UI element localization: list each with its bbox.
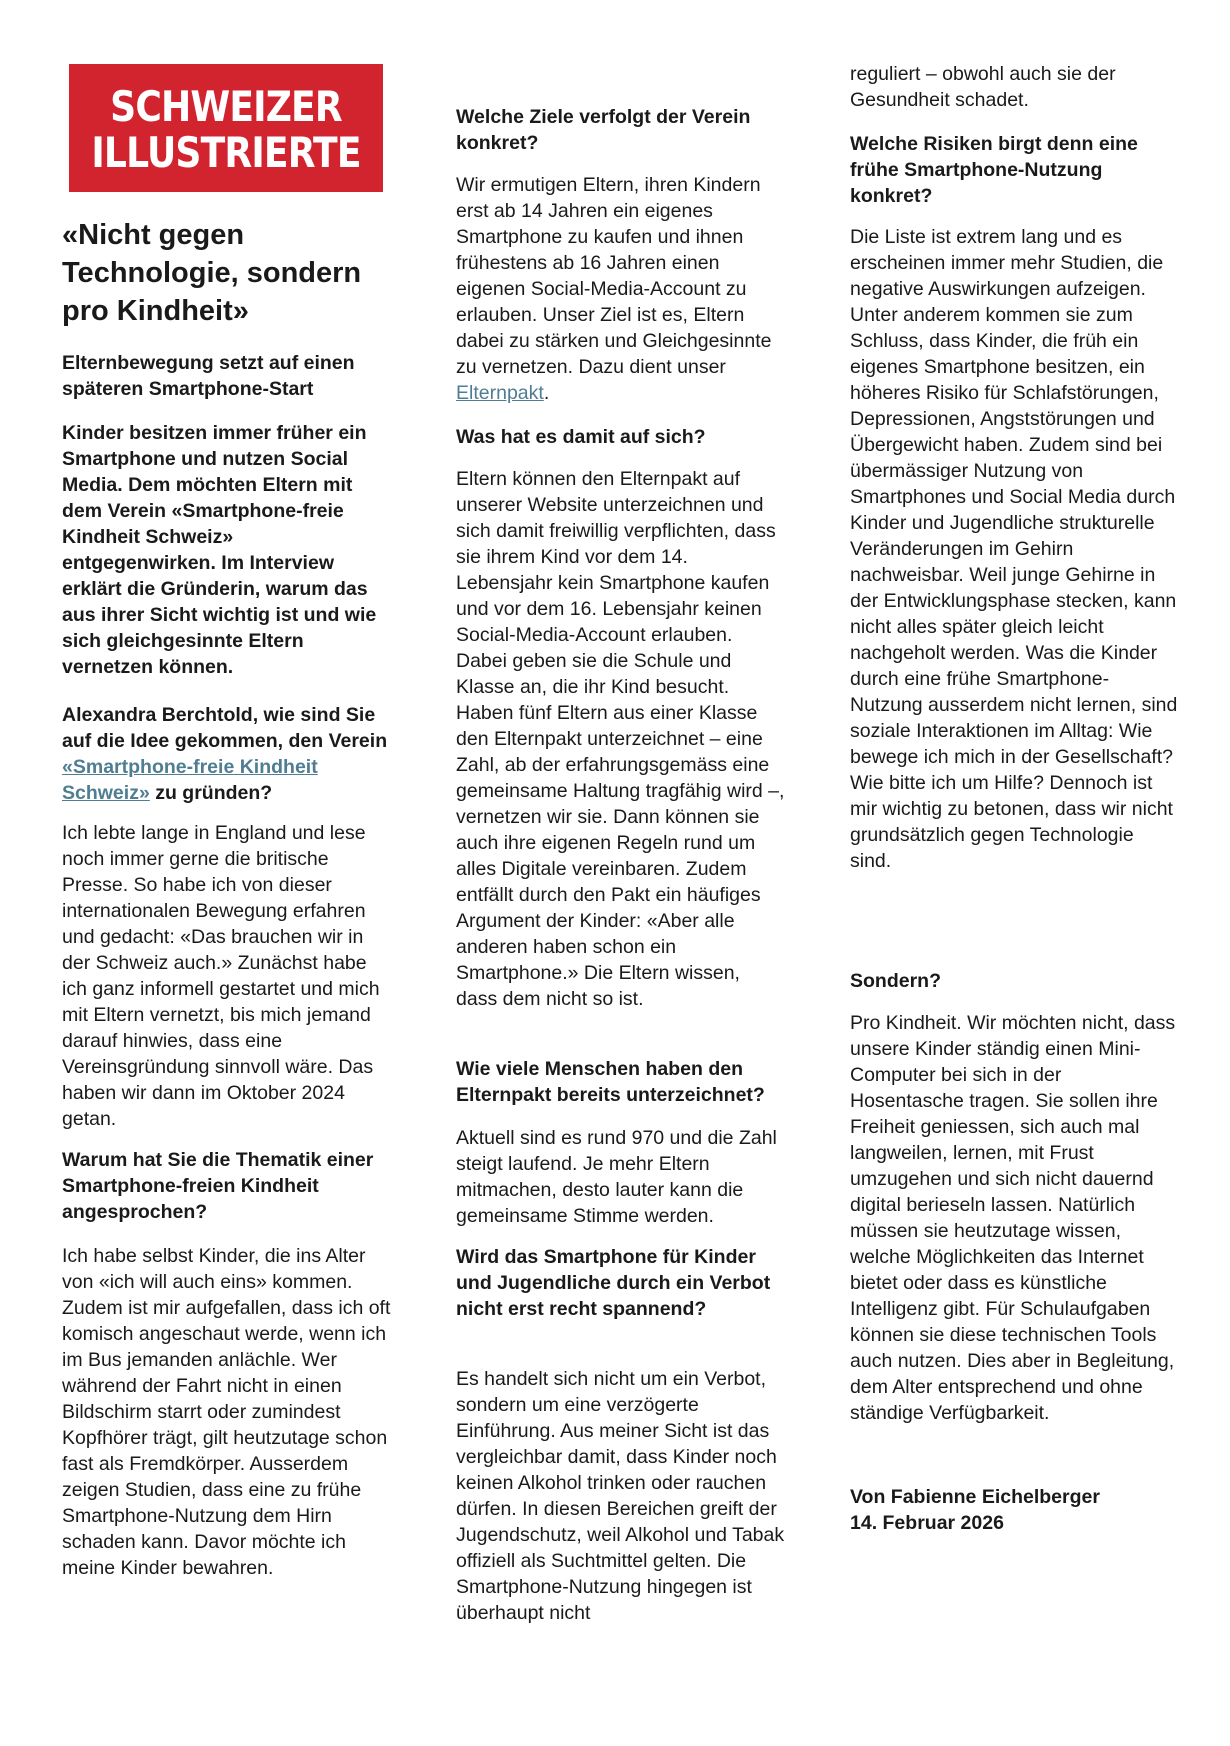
byline	[850, 1484, 1180, 1536]
article-headline: «Nicht gegen Technologie, sondern pro Kindheit»	[62, 219, 362, 327]
question-3: Welche Ziele verfolgt der Verein konkret?	[456, 106, 751, 154]
question-1-text-before: Alexandra Berchtold, wie sind Sie auf die Idee gekommen, den Verein	[62, 704, 388, 752]
question-6: Wird das Smartphone für Kinder und Jugendliche durch ein Verbot nicht erst recht spannend?	[456, 1246, 771, 1320]
brand-logo	[69, 64, 383, 192]
question-7: Welche Risiken birgt denn eine frühe Smartphone-Nutzung konkret?	[850, 133, 1138, 207]
answer-8: Pro Kindheit. Wir möchten nicht, dass unsere Kinder ständig einen Mini-Computer bei sich in der Hosentasche tragen. Sie sollen ihre Freiheit geniessen, sich auch mal langweilen, lernen, mit Frust umzugehen und sich nicht dauernd digital berieseln lassen. Natürlich müssen sie heutzutage wissen, welche Möglichkeiten das Internet bietet oder dass es künstliche Intelligenz gibt. Für Schulaufgaben können sie diese technischen Tools auch nutzen. Dies aber in Begleitung, dem Alter entsprechend und ohne ständige Verfügbarkeit.	[850, 1012, 1176, 1424]
answer-3-text-before: Wir ermutigen Eltern, ihren Kindern erst ab 14 Jahren ein eigenes Smartphone zu kaufen und ihnen frühestens ab 16 Jahren einen eigenen Social-Media-Account zu erlauben. Unser Ziel ist es, Eltern dabei zu stärken und Gleichgesinnte zu vernetzen. Dazu dient unser	[456, 174, 772, 378]
question-1-text-after: zu gründen?	[149, 782, 273, 804]
publish-date: 14. Februar 2026	[850, 1512, 1004, 1534]
author-name: Von Fabienne Eichelberger	[850, 1486, 1100, 1508]
answer-4: Eltern können den Elternpakt auf unserer Website unterzeichnen und sich damit freiwillig verpflichten, dass sie ihrem Kind vor dem 14. Lebensjahr kein Smartphone kaufen und vor dem 16. Lebensjahr keinen Social-Media-Account erlauben. Dabei geben sie die Schule und Klasse an, die ihr Kind besucht. Haben fünf Eltern aus einer Klasse den Elternpakt unterzeichnet – eine Zahl, ab der erfahrungsgemäss eine gemeinsame Haltung tragfähig wird –, vernetzen wir sie. Dann können sie auch ihre eigenen Regeln rund um alles Digitale vereinbaren. Zudem entfällt durch den Pakt ein häufiges Argument der Kinder: «Aber alle anderen haben schon ein Smartphone.» Die Eltern wissen, dass dem nicht so ist.	[456, 468, 785, 1010]
article-lead: Kinder besitzen immer früher ein Smartphone und nutzen Social Media. Dem möchten Eltern mit dem Verein «Smartphone-freie Kindheit Schweiz» entgegenwirken. Im Interview erklärt die Gründerin, warum das aus ihrer Sicht wichtig ist und wie sich gleichgesinnte Eltern vernetzen können.	[62, 422, 377, 678]
question-4: Was hat es damit auf sich?	[456, 426, 706, 448]
answer-6-part-1: Es handelt sich nicht um ein Verbot, sondern um eine verzögerte Einführung. Aus meiner Sicht ist das vergleichbar damit, dass Kinder noch keinen Alkohol trinken oder rauchen dürfen. In diesen Bereichen greift der Jugendschutz, weil Alkohol und Tabak offiziell als Suchtmittel gelten. Die Smartphone-Nutzung hingegen ist überhaupt nicht	[456, 1368, 785, 1624]
question-8: Sondern?	[850, 970, 941, 992]
answer-5: Aktuell sind es rund 970 und die Zahl steigt laufend. Je mehr Eltern mitmachen, desto lauter kann die gemeinsame Stimme werden.	[456, 1127, 777, 1227]
answer-6-part-2: reguliert – obwohl auch sie der Gesundheit schadet.	[850, 63, 1116, 111]
logo-line-2: ILLUSTRIERTE	[91, 128, 361, 177]
article-subtitle: Elternbewegung setzt auf einen späteren Smartphone-Start	[62, 352, 355, 400]
question-1	[62, 702, 392, 806]
logo-line-1: SCHWEIZER	[110, 82, 342, 131]
verein-link[interactable]: «Smartphone-freie Kindheit Schweiz»	[62, 756, 318, 804]
answer-3	[456, 172, 786, 406]
answer-7: Die Liste ist extrem lang und es erscheinen immer mehr Studien, die negative Auswirkungen aufzeigen. Unter anderem kommen sie zum Schluss, dass Kinder, die früh ein eigenes Smartphone besitzen, ein höheres Risiko für Schlafstörungen, Depressionen, Angststörungen und Übergewicht haben. Zudem sind bei übermässiger Nutzung von Smartphones und Social Media durch Kinder und Jugendliche strukturelle Veränderungen im Gehirn nachweisbar. Weil junge Gehirne in der Entwicklungsphase stecken, kann nicht alles später gleich leicht nachgeholt werden. Was die Kinder durch eine frühe Smartphone-Nutzung ausserdem nicht lernen, sind soziale Interaktionen im Alltag: Wie bewege ich mich in der Gesellschaft? Wie bitte ich um Hilfe? Dennoch ist mir wichtig zu betonen, dass wir nicht grundsätzlich gegen Technologie sind.	[850, 226, 1178, 872]
answer-1: Ich lebte lange in England und lese noch immer gerne die britische Presse. So habe ich von dieser internationalen Bewegung erfahren und gedacht: «Das brauchen wir in der Schweiz auch.» Zunächst habe ich ganz informell gestartet und mich mit Eltern vernetzt, bis mich jemand darauf hinwies, dass eine Vereinsgründung sinnvoll wäre. Das haben wir dann im Oktober 2024 getan.	[62, 822, 380, 1130]
answer-2: Ich habe selbst Kinder, die ins Alter von «ich will auch eins» kommen. Zudem ist mir aufgefallen, dass ich oft komisch angeschaut werde, wenn ich im Bus jemanden anlächle. Wer während der Fahrt nicht in einen Bildschirm starrt oder zumindest Kopfhörer trägt, gilt heutzutage schon fast als Fremdkörper. Ausserdem zeigen Studien, dass eine zu frühe Smartphone-Nutzung dem Hirn schaden kann. Davor möchte ich meine Kinder bewahren.	[62, 1245, 391, 1579]
question-2: Warum hat Sie die Thematik einer Smartphone-freien Kindheit angesprochen?	[62, 1149, 374, 1223]
elternpakt-link[interactable]: Elternpakt	[456, 382, 544, 404]
question-5: Wie viele Menschen haben den Elternpakt bereits unterzeichnet?	[456, 1058, 765, 1106]
answer-3-text-after: .	[543, 382, 550, 404]
